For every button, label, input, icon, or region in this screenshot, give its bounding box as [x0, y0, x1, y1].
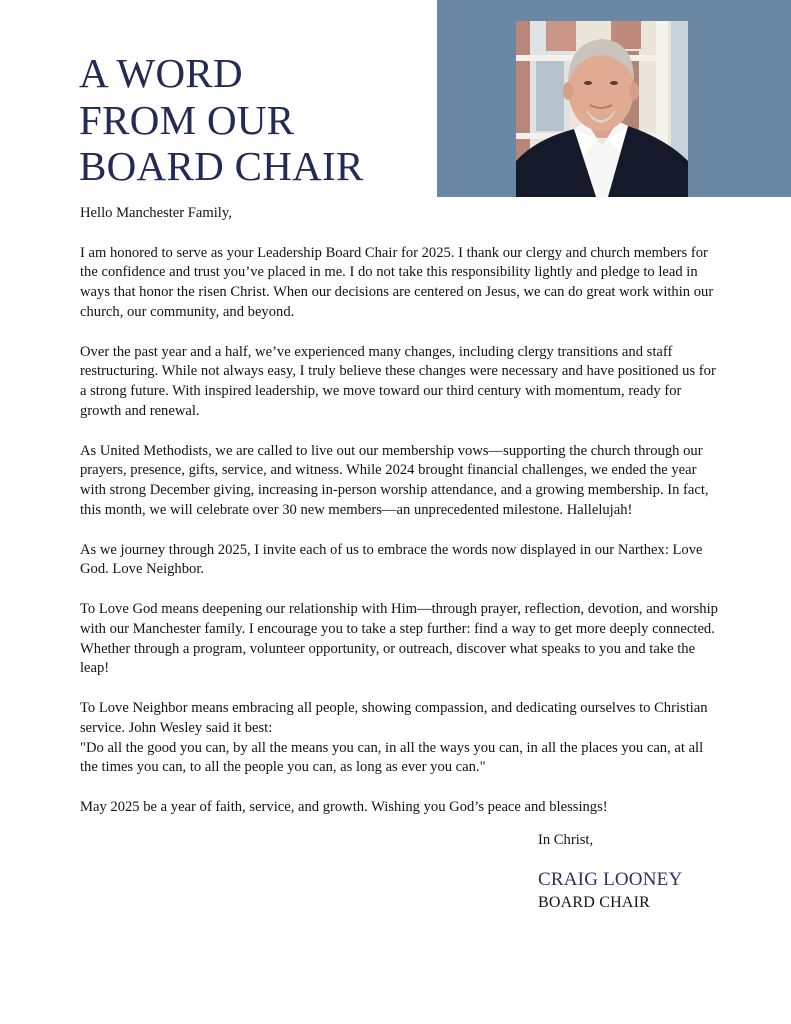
letter-paragraph-4: As we journey through 2025, I invite each of us to embrace the words now displayed in our Narthex: Love God. Love Neighbor.: [80, 541, 703, 578]
love-neighbor-text: To Love Neighbor means embracing all people, showing compassion, and dedicating ourselves to Christian service. John Wesley said it best:: [80, 699, 708, 736]
title-line-1: A WORD: [79, 50, 243, 96]
signer-name: CRAIG LOONEY: [538, 869, 683, 890]
letter-paragraph-3: As United Methodists, we are called to live out our membership vows—supporting the church through our prayers, presence, gifts, service, and witness. While 2024 brought financial challenges, we ended the year with strong December giving, increasing in-person worship attendance, and a growing membership. In fact, this month, we will celebrate over 30 new members—an unprecedented milestone. Hallelujah!: [80, 442, 709, 518]
signature-block: [538, 830, 682, 914]
board-chair-portrait-photo: [516, 21, 688, 197]
closing-salutation: In Christ,: [538, 832, 594, 848]
letter-paragraph-2: Over the past year and a half, we’ve experienced many changes, including clergy transitions and staff restructuring. While not always easy, I truly believe these changes were necessary and have positioned us for a strong future. With inspired leadership, we move toward our third century with momentum, ready for growth and renewal.: [80, 343, 716, 419]
title-line-2: FROM OUR: [79, 96, 295, 143]
john-wesley-quote: "Do all the good you can, by all the means you can, in all the ways you can, in all the places you can, at all the times you can, to all the people you can, as long as ever you can.": [80, 739, 704, 776]
page-title: [79, 50, 364, 190]
title-line-3: BOARD CHAIR: [79, 143, 364, 189]
signer-role: BOARD CHAIR: [538, 894, 650, 911]
letter-paragraph-6: [80, 699, 720, 778]
letter-closing-paragraph: May 2025 be a year of faith, service, and growth. Wishing you God’s peace and blessings!: [80, 798, 608, 815]
letter-paragraph-1: I am honored to serve as your Leadership Board Chair for 2025. I thank our clergy and church members for the confidence and trust you’ve placed in me. I do not take this responsibility lightly and pledge to lead in ways that honor the risen Christ. When our decisions are centered on Jesus, we can do great work within our church, our community, and beyond.: [80, 244, 714, 320]
letter-body: [80, 204, 720, 838]
letter-paragraph-5: To Love God means deepening our relationship with Him—through prayer, reflection, devotion, and worship with our Manchester family. I encourage you to take a step further: find a way to get more deeply connected. Whether through a program, volunteer opportunity, or outreach, discover what speaks to you and take the leap!: [80, 600, 718, 677]
letter-greeting: Hello Manchester Family,: [80, 205, 232, 221]
